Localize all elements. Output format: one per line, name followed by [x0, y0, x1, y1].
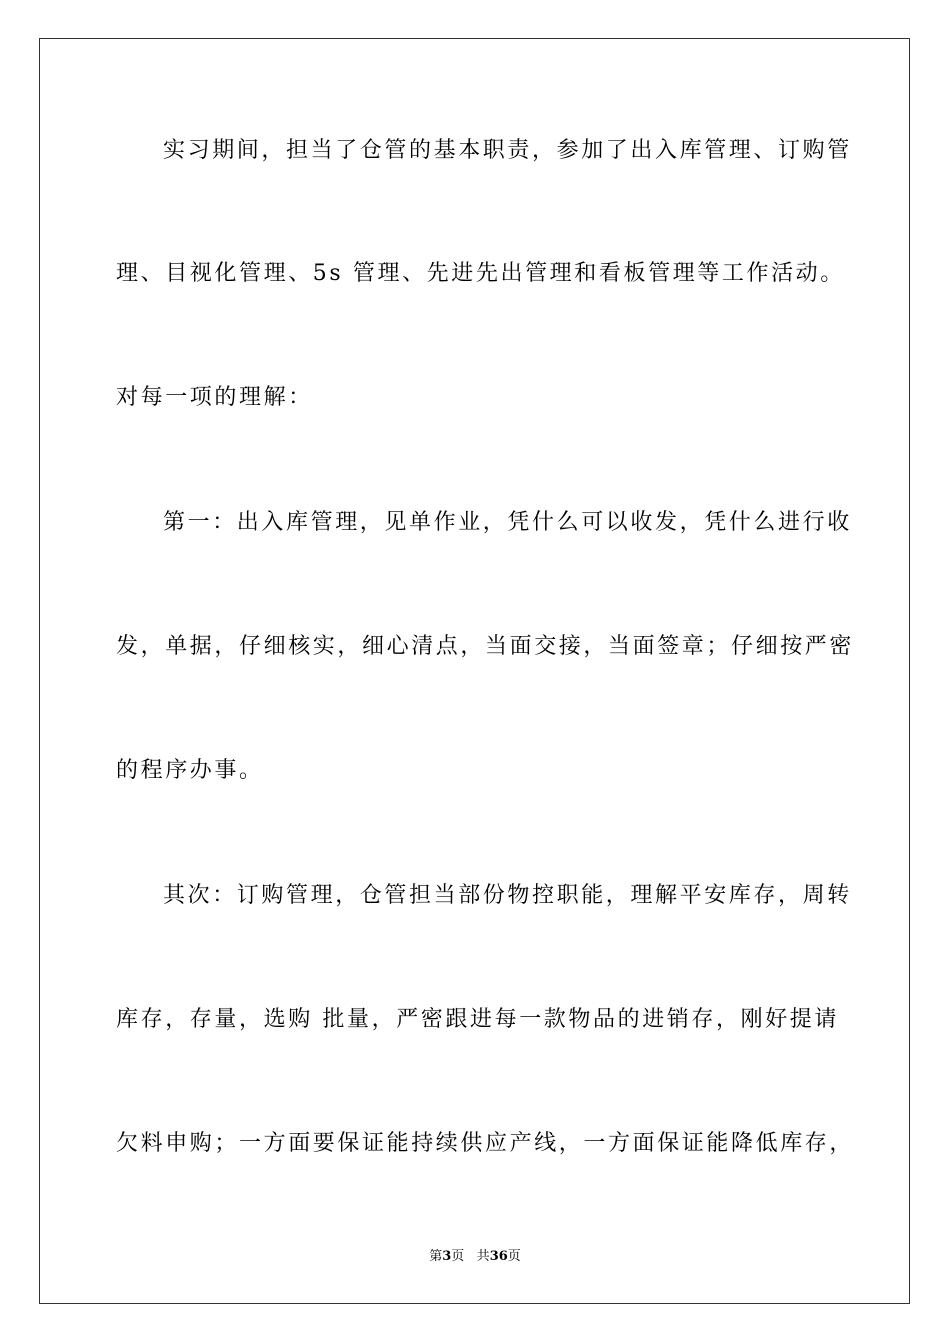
total-pages: 36	[489, 1249, 508, 1264]
page-border	[39, 38, 910, 1304]
paragraph-line: 实习期间，担当了仓管的基本职责，参加了出入库管理、订购管	[163, 138, 852, 163]
paragraph-line: 对每一项的理解：	[116, 385, 313, 410]
paragraph-line: 欠料申购；一方面要保证能持续供应产线，一方面保证能降低库存，	[116, 1131, 855, 1156]
paragraph-line: 的程序办事。	[116, 758, 264, 783]
paragraph-line: 库存，存量，选购 批量，严密跟进每一款物品的进销存，刚好提请	[116, 1007, 839, 1032]
paragraph-line: 发，单据，仔细核实，细心清点，当面交接，当面签章；仔细按严密	[116, 634, 855, 659]
paragraph-line: 第一：出入库管理，见单作业，凭什么可以收发，凭什么进行收	[163, 510, 852, 535]
page-footer	[0, 1248, 950, 1266]
total-suffix: 页	[507, 1249, 521, 1264]
page-suffix: 页	[451, 1249, 465, 1264]
page-prefix: 第	[429, 1249, 443, 1264]
page-number: 3	[442, 1249, 452, 1264]
paragraph-line: 其次：订购管理，仓管担当部份物控职能，理解平安库存，周转	[163, 883, 852, 908]
total-prefix: 共	[476, 1249, 490, 1264]
paragraph-line: 理、目视化管理、5s 管理、先进先出管理和看板管理等工作活动。	[116, 261, 845, 286]
